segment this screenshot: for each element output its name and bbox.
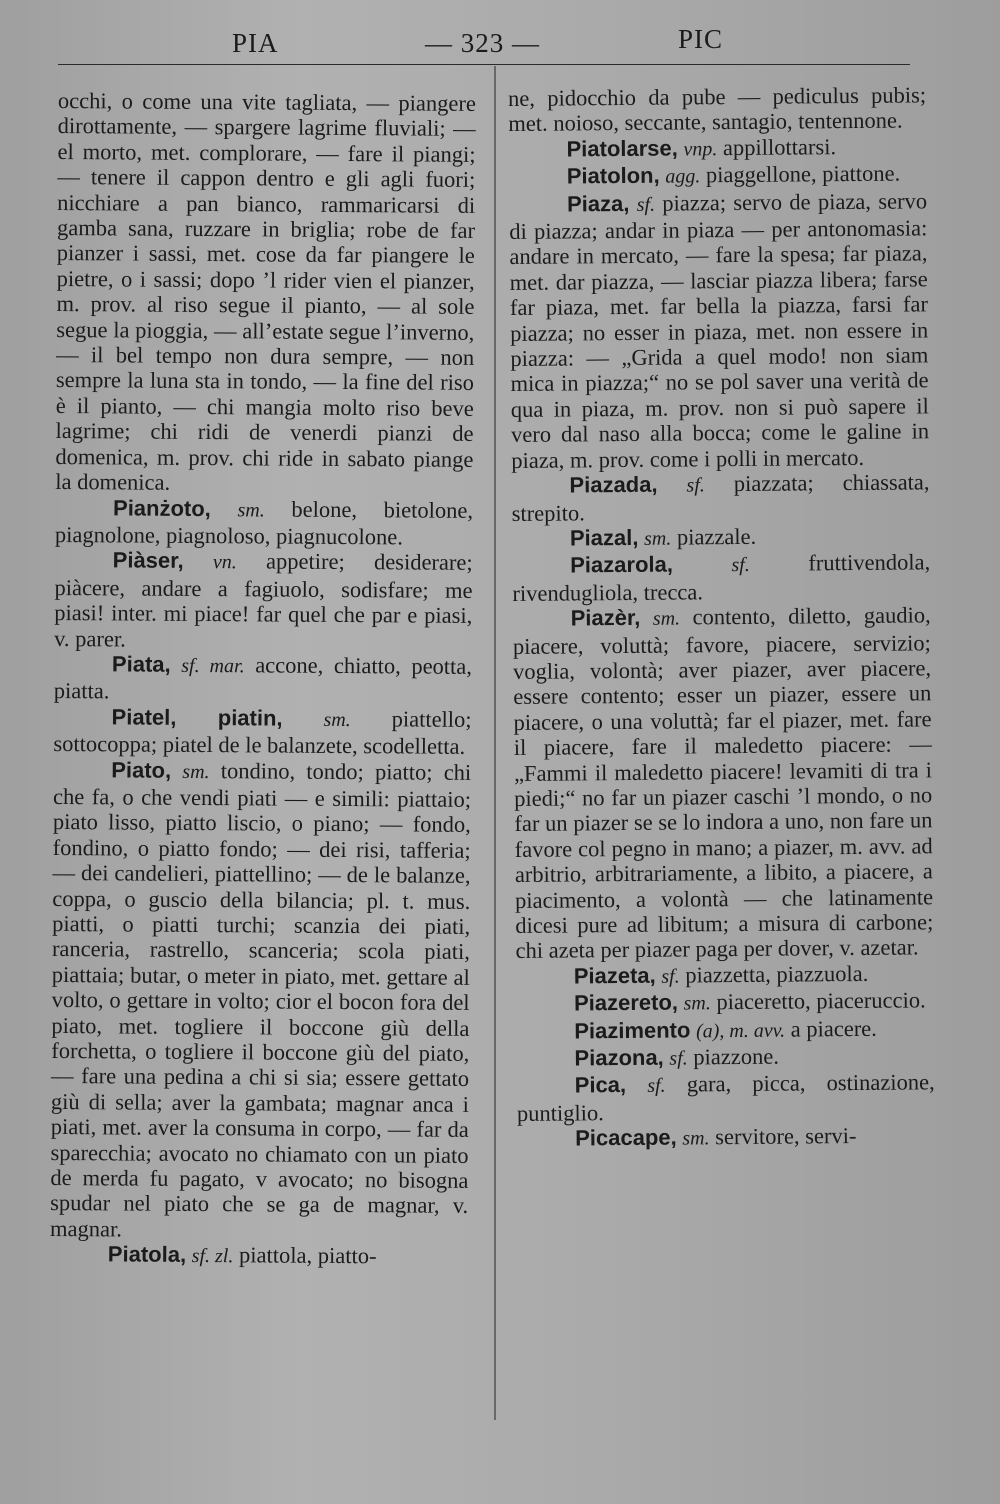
entry-grammar: sm. [682, 1127, 710, 1150]
entry-headword: Piatel, piatin, [111, 704, 283, 731]
left-column [50, 88, 476, 1272]
entry-headword: Piato, [111, 756, 172, 783]
entry-text: piaggellone, piattone. [705, 160, 901, 188]
entry-headword: Piazona, [574, 1044, 664, 1071]
dictionary-entry [517, 1123, 935, 1154]
dictionary-entry [54, 547, 473, 654]
dictionary-entry [517, 1070, 935, 1126]
entry-headword: Piatolon, [566, 162, 660, 189]
entry-headword: Piazèr, [570, 604, 641, 631]
entry-grammar: sf. [731, 554, 750, 577]
entry-grammar: (a), m. avv. [695, 1019, 786, 1043]
dictionary-entry [516, 960, 934, 991]
entry-text: belone, bietolone, piagnolone, piagnoloso, piagnucolone. [54, 496, 474, 550]
entry-headword: Piazimento [574, 1017, 691, 1044]
entry-text: fruttivendola, rivendugliola, trecca. [512, 549, 931, 606]
header-left-guideword: PIA [232, 28, 279, 58]
dictionary-entry [508, 133, 926, 164]
entry-grammar: sf. zl. [191, 1245, 234, 1268]
entry-grammar: sm. [182, 760, 210, 783]
dictionary-entry [50, 757, 471, 1245]
entry-grammar: sf. [661, 965, 680, 988]
entry-grammar: agg. [665, 165, 701, 188]
entry-text: servitore, servi- [715, 1123, 857, 1150]
dictionary-entry [513, 602, 934, 963]
entry-headword: Piazada, [569, 471, 658, 498]
entry-headword: Piatolarse, [566, 135, 678, 162]
entry-grammar: sf. [647, 1075, 666, 1098]
entry-text: piazza; servo de piaza, servo di piazza; andar in piaza — per antonomasia: andare in mercato, — fare la spesa; far piaza, met. dar piazza, — lasciar piazza libera; farse far piaza, met. far bella la piazza, farsi far piazza; no esser in piaza, met. non essere in piazza: — „Grida a quel modo! non siam mica in piazza;“ no se pol saver una verità de qua in piaza, m. prov. non si può sapere il vero dal naso alla bocca; come le galine in piaza, m. prov. come i polli in mercato. [509, 187, 930, 473]
entry-grammar: sm. [643, 527, 672, 550]
dictionary-entry [509, 161, 927, 192]
dictionary-entry [55, 494, 473, 550]
entry-text: piazzata; chiassata, strepito. [511, 469, 930, 526]
entry-text: piazzale. [676, 523, 757, 550]
dictionary-entry [509, 188, 929, 473]
entry-text: piaceretto, piaceruccio. [716, 987, 926, 1015]
entry-text: appetire; desiderare; piàcere, andare a fagiuolo, sodisfare; me piasi! inter. mi piace! far quel che par e piasi, v. parer. [54, 548, 473, 652]
dictionary-entry [511, 469, 929, 525]
entry-text: appillottarsi. [722, 133, 837, 160]
dictionary-entry [512, 550, 930, 606]
dictionary-entry [512, 522, 930, 553]
entry-headword: Piata, [111, 651, 171, 677]
entry-headword: Piaza, [566, 190, 630, 217]
entry-headword: Piatola, [107, 1241, 187, 1268]
entry-text: tondino, tondo; piatto; chi che fa, o che vendi piati — e simili: piattaio; piato lisso, piatto liscio, o piano; — fondo, fondino, o piatto fondo; — dei risi, tafferia; — dei candelieri, piattellino; — de le balanze, coppa, o guscio della bilancia; pl. t. mus. piatti, o piatti turchi; scanzia dei piati, ranceria, rastrello, scanceria; scola piati, piattaia; butar, o meter in piato, met. gettare al volto, o gettare in volto; cior el bocon fora del piato, met. togliere il boccone giù della forchetta, o togliere il boccone giù del piato, — fare una pedina a chi si sia; essere gettato giù di sella; aver la gambata; magnar anca i piati, met. aver la consuma in corpo, — far da sparecchia; avocato no chiamato con un piato de merda fu pagato, v avocato; no bisogna spudar nel piato che se ga de magnar, v. magnar. [49, 757, 472, 1242]
entry-grammar: sf. mar. [181, 654, 245, 678]
entry-text: accone, chiatto, peotta, piatta. [53, 652, 473, 704]
entry-continuation [55, 88, 476, 497]
entry-headword: Pica, [574, 1072, 627, 1098]
dictionary-entry [54, 651, 472, 707]
entry-headword: Piàser, [112, 547, 184, 574]
dictionary-entry [53, 704, 471, 760]
header-rule [58, 64, 910, 65]
entry-grammar: vnp. [683, 137, 718, 161]
entry-grammar: sm. [652, 607, 681, 630]
entry-text: occhi, o come una vite tagliata, — piangere dirottamente, — spargere lagrime fluviali; — el morto, met. complorare, — fare il piangi; — tenere il cappon dentro e gli agli fuori; nicchiare a pan bianco, rammaricarsi di gamba sana, ruzzare in briglia; robe de far pianzer i sassi, met. cose da far piangere le pietre, o i sassi; dopo ’l rider vien el pianzer, m. prov. al riso segue il pianto, — al sole segue la pioggia, — all’estate segue l’inverno, — il bel tempo non dura sempre, — non sempre la luna sta in tondo, — la fine del riso è il pianto, — chi mangia molto riso beve lagrime; chi ridi de venerdi pianzi de domenica, m. prov. chi ride in sabato piange la domenica. [55, 88, 476, 495]
dictionary-entry [516, 988, 934, 1019]
page-header [60, 22, 910, 58]
entry-headword: Pianżoto, [112, 494, 211, 521]
dictionary-entry [516, 1042, 934, 1073]
entry-grammar: sm. [323, 708, 351, 731]
entry-text: piazzetta, piazzuola. [685, 960, 869, 988]
entry-continuation [508, 82, 926, 136]
entry-grammar: sm. [683, 992, 711, 1015]
entry-text: gara, picca, ostinazione, puntiglio. [516, 1069, 935, 1126]
entry-headword: Piazal, [569, 524, 639, 551]
right-column [508, 82, 935, 1153]
entry-text: contento, diletto, gaudio, piacere, voluttà; favore, piacere, servizio; voglia, volontà; aver piazer, aver piacere, essere contento; esser un piazer, essere un piacere, o una voluttà; far el piazer, met. fare il piacere, fare il maledetto piacere: — „Fammi il maledetto piacere! levamiti di tra i piedi;“ no far un piazer caschi ’l mondo, o no far un piazer se se lo indora a uno, non fare un favore col pegno in mano; a piazer, m. avv. ad arbitrio, arbitrariamente, a libito, a piacere, a piacimento, a volontà — che latinamente dicesi pure ad libitum; a misura di carbone; chi azeta per piazer paga per dover, v. azetar. [512, 602, 934, 964]
entry-text: piazzone. [693, 1043, 780, 1070]
entry-text: a piacere. [790, 1015, 877, 1042]
entry-headword: Piazarola, [570, 551, 674, 578]
entry-grammar: sm. [237, 498, 265, 521]
entry-grammar: sf. [669, 1047, 688, 1070]
dictionary-entry [516, 1015, 934, 1046]
dictionary-entry [50, 1241, 468, 1271]
entry-headword: Picacape, [575, 1124, 677, 1151]
column-divider [494, 66, 496, 1420]
page-number: — 323 — [425, 28, 540, 58]
entry-grammar: sf. [636, 193, 656, 216]
entry-text: piattello; sottocoppa; piatel de le balanzete, scodelletta. [53, 706, 472, 760]
entry-grammar: vn. [212, 551, 237, 574]
entry-text: ne, pidocchio da pube — pediculus pubis; met. noioso, seccante, santagio, tentennone. [508, 82, 927, 137]
entry-grammar: sf. [686, 474, 705, 497]
entry-text: piattola, piatto- [238, 1242, 377, 1269]
header-right-guideword: PIC [678, 24, 724, 54]
entry-headword: Piazereto, [573, 989, 679, 1016]
entry-headword: Piazeta, [573, 962, 656, 989]
